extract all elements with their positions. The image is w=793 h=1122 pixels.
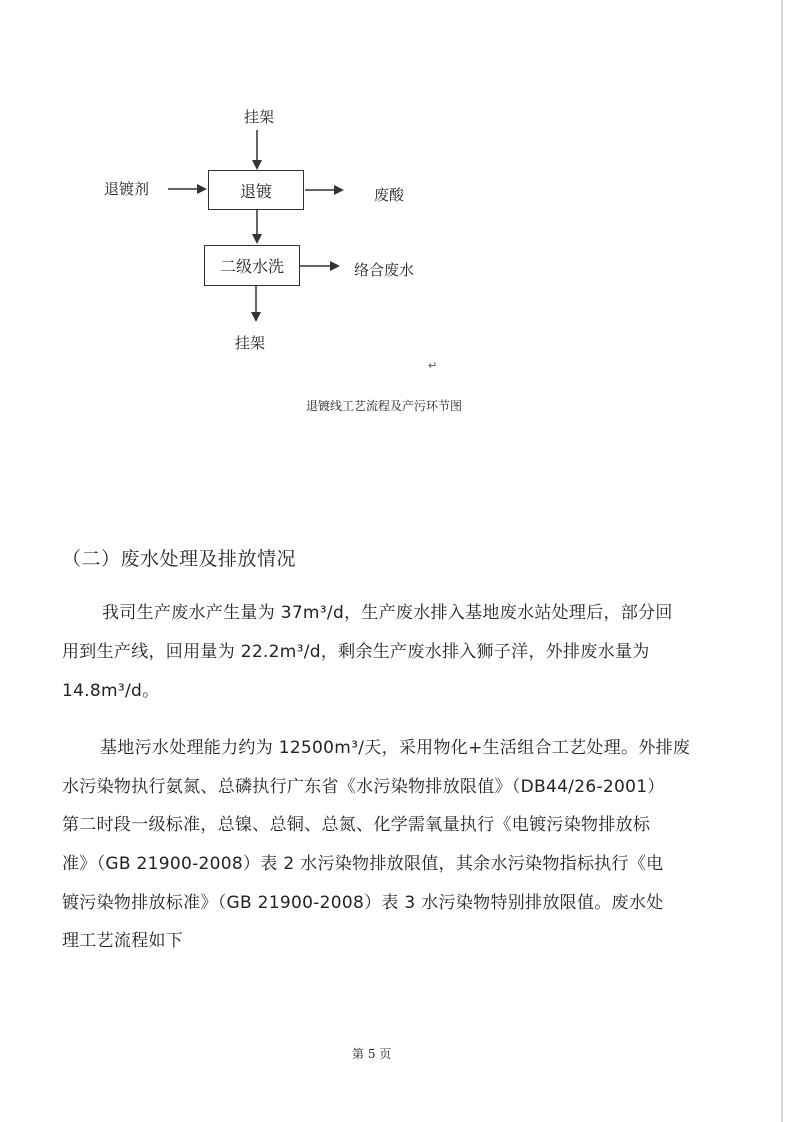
flow-step-rinse-label: 二级水洗 xyxy=(219,257,284,276)
para1-line: 我司生产废水产生量为 37m³/d，生产废水排入基地废水站处理后，部分回 xyxy=(102,603,673,623)
para1-line: 用到生产线，回用量为 22.2m³/d，剩余生产废水排入狮子洋，外排废水量为 xyxy=(62,642,650,662)
para2-line: 第二时段一级标准，总镍、总铜、总氮、化学需氧量执行《电镀污染物排放标 xyxy=(62,815,651,835)
scan-edge-line xyxy=(781,0,783,1122)
flowchart-arrows xyxy=(0,0,793,420)
flow-reagent: 退镀剂 xyxy=(104,180,150,198)
para1-line: 14.8m³/d。 xyxy=(62,681,160,701)
figure-caption: 退镀线工艺流程及产污环节图 xyxy=(306,399,463,413)
flow-output-waste-acid: 废酸 xyxy=(374,186,405,204)
para2-line: 理工艺流程如下 xyxy=(62,931,184,951)
flow-step-stripping-label: 退镀 xyxy=(239,181,272,201)
flow-step-stripping xyxy=(208,170,304,210)
paragraph-return-mark: ↵ xyxy=(428,359,438,372)
section-heading: （二）废水处理及排放情况 xyxy=(62,548,297,570)
flow-output-rack: 挂架 xyxy=(235,334,266,352)
flow-step-rinse xyxy=(204,245,300,286)
flow-input-rack: 挂架 xyxy=(244,108,275,126)
para2-line: 基地污水处理能力约为 12500m³/天，采用物化+生活组合工艺处理。外排废 xyxy=(100,738,691,758)
para2-line: 准》（GB 21900-2008）表 2 水污染物排放限值，其余水污染物指标执行《电 xyxy=(62,854,664,874)
flow-output-complex-wastewater: 络合废水 xyxy=(354,261,415,279)
page-number: 第 5 页 xyxy=(352,1047,392,1061)
para2-line: 水污染物执行氨氮、总磷执行广东省《水污染物排放限值》（DB44/26-2001） xyxy=(62,777,665,797)
para2-line: 镀污染物排放标准》（GB 21900-2008）表 3 水污染物特别排放限值。废水处 xyxy=(62,893,664,913)
